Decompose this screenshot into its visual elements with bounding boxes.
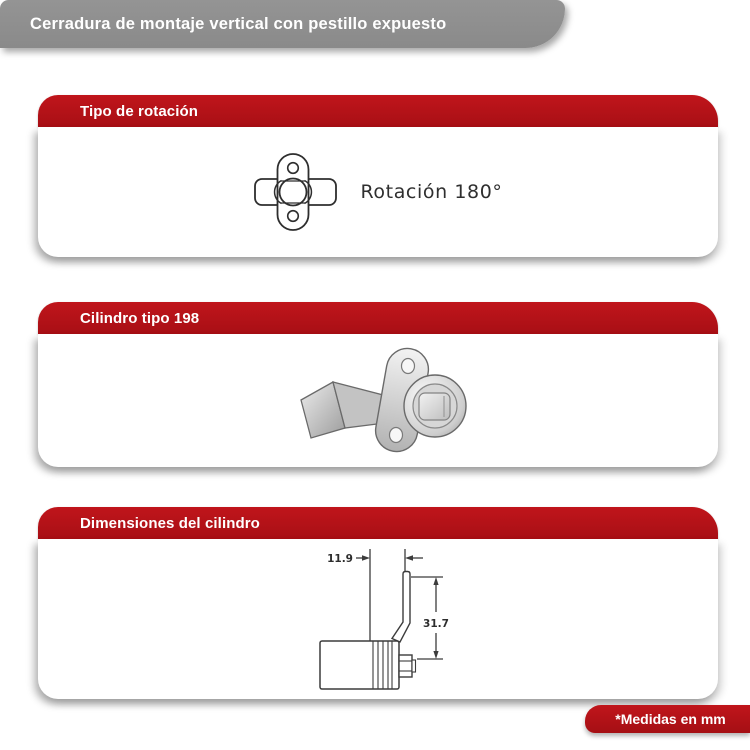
arrow-right-glyph bbox=[362, 555, 370, 560]
card-rotation-type bbox=[38, 95, 718, 257]
page-title: Cerradura de montaje vertical con pestillo expuesto bbox=[30, 14, 447, 33]
rotation-caption: Rotación 180° bbox=[360, 181, 503, 203]
lock-front-view-figure bbox=[253, 152, 338, 232]
dimension-offset-label: 11.9 bbox=[327, 553, 353, 565]
card-rotation-type-header bbox=[38, 95, 718, 127]
card-cylinder-type-title: Cilindro tipo 198 bbox=[80, 309, 200, 327]
card-cylinder-type-body bbox=[38, 334, 718, 467]
card-cylinder-dimensions-title: Dimensiones del cilindro bbox=[80, 514, 260, 532]
card-rotation-type-body bbox=[38, 127, 718, 257]
card-cylinder-dimensions-body bbox=[38, 539, 718, 699]
arrow-left-glyph bbox=[405, 555, 413, 560]
card-cylinder-type-header bbox=[38, 302, 718, 334]
card-rotation-type-title: Tipo de rotación bbox=[80, 102, 198, 120]
arrow-down-glyph bbox=[433, 651, 438, 659]
cylinder-photo-figure bbox=[293, 342, 478, 460]
nut-shape bbox=[399, 655, 412, 677]
keyway-socket-shape bbox=[419, 393, 450, 420]
page-header bbox=[0, 0, 565, 48]
units-note-text: *Medidas en mm bbox=[615, 711, 726, 727]
cam-blade-shape bbox=[392, 572, 410, 643]
units-note-badge bbox=[585, 705, 750, 733]
card-cylinder-type bbox=[38, 302, 718, 467]
card-cylinder-dimensions bbox=[38, 507, 718, 699]
cylinder-dimension-figure bbox=[303, 544, 498, 694]
card-cylinder-dimensions-header bbox=[38, 507, 718, 539]
arrow-up-glyph bbox=[433, 577, 438, 585]
dimension-cam-length-label: 31.7 bbox=[423, 618, 449, 630]
cylinder-side-shape bbox=[320, 641, 399, 689]
